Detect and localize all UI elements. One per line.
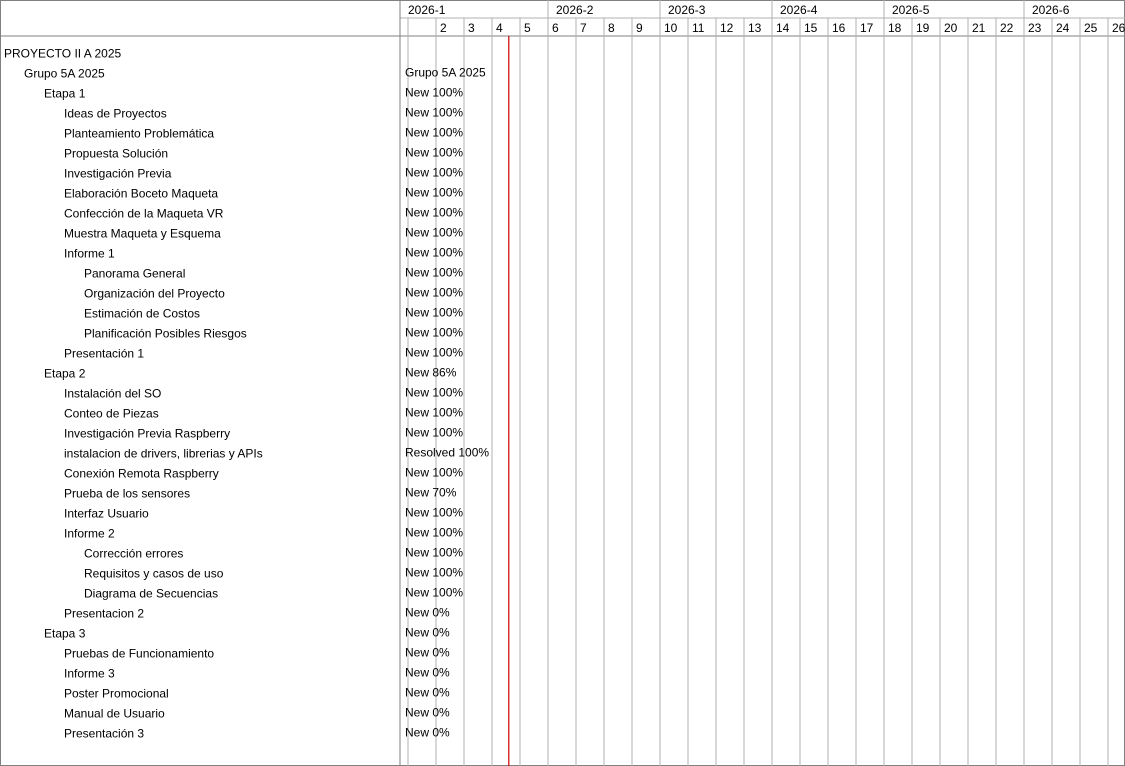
- task-name: Presentacion 2: [64, 606, 145, 621]
- week-label: 17: [860, 21, 874, 35]
- week-label: 5: [524, 21, 531, 35]
- task-status-label: New 100%: [405, 125, 464, 140]
- task-status-label: New 100%: [405, 325, 464, 340]
- week-label: 26: [1112, 21, 1125, 35]
- week-label: 11: [692, 21, 705, 35]
- task-status-label: New 0%: [405, 685, 450, 700]
- task-name: PROYECTO II A 2025: [4, 46, 122, 61]
- task-name: Panorama General: [84, 266, 186, 281]
- task-status-label: New 0%: [405, 665, 450, 680]
- task-status-label: New 100%: [405, 405, 464, 420]
- week-label: 14: [776, 21, 790, 35]
- task-name: Requisitos y casos de uso: [84, 566, 224, 581]
- task-name: Grupo 5A 2025: [24, 66, 105, 81]
- month-label: 2026-2: [556, 3, 594, 17]
- task-name: Ideas de Proyectos: [64, 106, 167, 121]
- task-status-label: New 100%: [405, 425, 464, 440]
- task-status-label: New 100%: [405, 545, 464, 560]
- task-name: Presentación 3: [64, 726, 145, 741]
- task-name: Interfaz Usuario: [64, 506, 149, 521]
- week-label: 20: [944, 21, 958, 35]
- week-label: 16: [832, 21, 846, 35]
- week-label: 8: [608, 21, 615, 35]
- week-label: 18: [888, 21, 902, 35]
- task-status-label: New 0%: [405, 605, 450, 620]
- task-status-label: New 100%: [405, 165, 464, 180]
- week-label: 15: [804, 21, 818, 35]
- week-label: 2: [440, 21, 447, 35]
- task-status-label: New 100%: [405, 265, 464, 280]
- month-label: 2026-6: [1032, 3, 1070, 17]
- task-name: Pruebas de Funcionamiento: [64, 646, 215, 661]
- task-status-label: New 0%: [405, 725, 450, 740]
- week-label: 12: [720, 21, 734, 35]
- task-name: Muestra Maqueta y Esquema: [64, 226, 221, 241]
- task-status-label: New 100%: [405, 505, 464, 520]
- task-name: Etapa 2: [44, 366, 86, 381]
- week-label: 13: [748, 21, 762, 35]
- task-name: Instalación del SO: [64, 386, 162, 401]
- task-status-label: New 100%: [405, 285, 464, 300]
- task-status-label: New 100%: [405, 85, 464, 100]
- week-label: 25: [1084, 21, 1098, 35]
- task-status-label: New 100%: [405, 305, 464, 320]
- task-name: Etapa 1: [44, 86, 86, 101]
- task-name: Elaboración Boceto Maqueta: [64, 186, 219, 201]
- month-label: 2026-5: [892, 3, 930, 17]
- task-status-label: New 0%: [405, 705, 450, 720]
- task-status-label: New 100%: [405, 225, 464, 240]
- task-status-label: Resolved 100%: [405, 445, 490, 460]
- task-name: Informe 2: [64, 526, 115, 541]
- task-name: Organización del Proyecto: [84, 286, 225, 301]
- task-status-label: New 100%: [405, 185, 464, 200]
- task-status-label: New 100%: [405, 205, 464, 220]
- week-label: 10: [664, 21, 678, 35]
- month-label: 2026-1: [408, 3, 446, 17]
- week-label: 4: [496, 21, 503, 35]
- task-name: Informe 1: [64, 246, 115, 261]
- task-name: Prueba de los sensores: [64, 486, 191, 501]
- month-label: 2026-4: [780, 3, 818, 17]
- week-label: 24: [1056, 21, 1070, 35]
- week-label: 6: [552, 21, 559, 35]
- task-name: Diagrama de Secuencias: [84, 586, 219, 601]
- task-status-label: New 100%: [405, 585, 464, 600]
- task-name: Conexión Remota Raspberry: [64, 466, 219, 481]
- task-status-label: New 100%: [405, 465, 464, 480]
- week-label: 7: [580, 21, 587, 35]
- task-name: Etapa 3: [44, 626, 86, 641]
- week-label: 19: [916, 21, 930, 35]
- week-label: 22: [1000, 21, 1014, 35]
- task-name: Investigación Previa Raspberry: [64, 426, 231, 441]
- week-label: 21: [972, 21, 986, 35]
- task-name: Poster Promocional: [64, 686, 169, 701]
- task-status-label: New 0%: [405, 645, 450, 660]
- task-name: Confección de la Maqueta VR: [64, 206, 224, 221]
- task-status-label: Grupo 5A 2025: [405, 65, 486, 80]
- task-name: Conteo de Piezas: [64, 406, 159, 421]
- task-status-label: New 86%: [405, 365, 457, 380]
- task-status-label: New 100%: [405, 345, 464, 360]
- month-label: 2026-3: [668, 3, 706, 17]
- task-status-label: New 100%: [405, 565, 464, 580]
- task-name: Investigación Previa: [64, 166, 172, 181]
- week-label: 9: [636, 21, 643, 35]
- task-name: Planteamiento Problemática: [64, 126, 215, 141]
- task-name: Presentación 1: [64, 346, 145, 361]
- task-status-label: New 100%: [405, 525, 464, 540]
- task-status-label: New 100%: [405, 145, 464, 160]
- task-name: Planificación Posibles Riesgos: [84, 326, 247, 341]
- task-status-label: New 100%: [405, 105, 464, 120]
- task-status-label: New 100%: [405, 385, 464, 400]
- task-name: Informe 3: [64, 666, 115, 681]
- task-status-label: New 100%: [405, 245, 464, 260]
- week-label: 23: [1028, 21, 1042, 35]
- task-name: Manual de Usuario: [64, 706, 165, 721]
- task-name: Estimación de Costos: [84, 306, 201, 321]
- task-status-label: New 0%: [405, 625, 450, 640]
- task-name: Propuesta Solución: [64, 146, 169, 161]
- task-name: Corrección errores: [84, 546, 184, 561]
- task-status-label: New 70%: [405, 485, 457, 500]
- week-label: 3: [468, 21, 475, 35]
- task-name: instalacion de drivers, librerias y APIs: [64, 446, 263, 461]
